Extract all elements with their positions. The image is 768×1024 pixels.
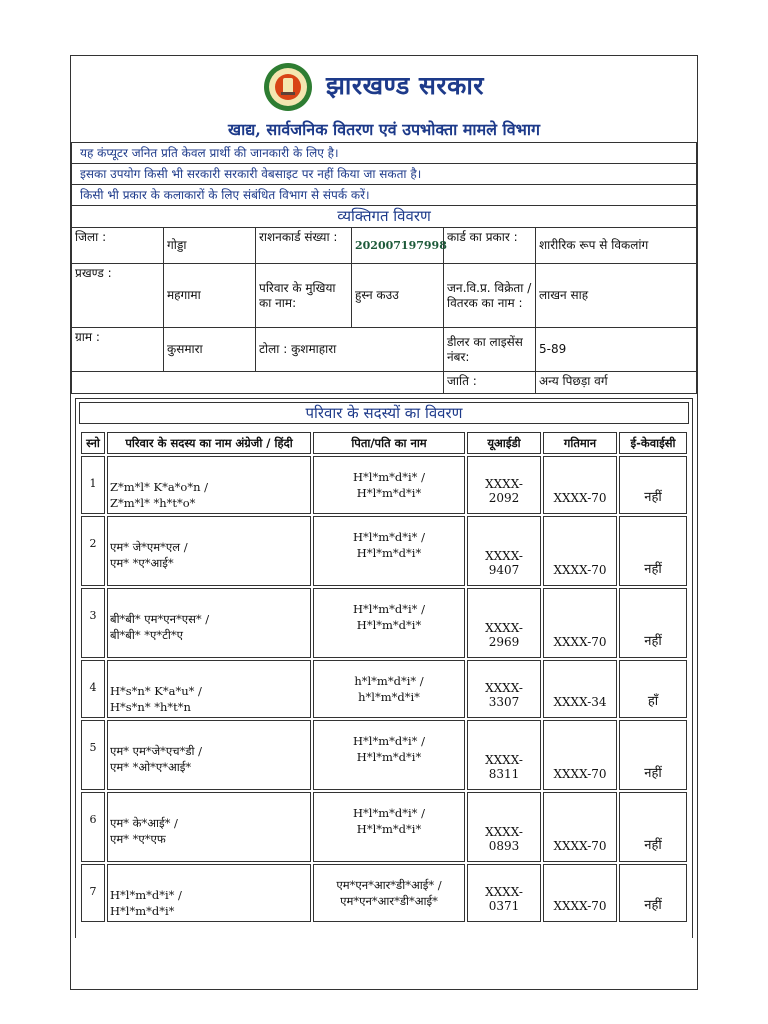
ration-number: 202007197998 bbox=[352, 228, 444, 264]
uid-value: XXXX-3307 bbox=[467, 660, 541, 718]
parent-name-line: एम*एन*आर*डी*आई* bbox=[340, 894, 438, 908]
col-header-name: परिवार के सदस्य का नाम अंग्रेजी / हिंदी bbox=[107, 432, 311, 454]
parent-name-line: H*l*m*d*i* bbox=[356, 750, 422, 764]
ekyc-status: नहीं bbox=[619, 720, 687, 790]
caste-value: अन्य पिछड़ा वर्ग bbox=[536, 372, 697, 394]
notice-line: इसका उपयोग किसी भी सरकारी सरकारी वेबसाइट पर नहीं किया जा सकता है। bbox=[71, 163, 697, 185]
serial-number: 5 bbox=[81, 720, 105, 790]
parent-name-line: H*l*m*d*i* bbox=[356, 546, 422, 560]
village-label: ग्राम : bbox=[72, 328, 164, 372]
ration-label: राशनकार्ड संख्या : bbox=[256, 228, 352, 264]
member-name bbox=[107, 864, 311, 922]
members-table-body bbox=[81, 456, 687, 922]
table-row bbox=[81, 720, 687, 790]
serial-number: 2 bbox=[81, 516, 105, 586]
uid-value: XXXX-8311 bbox=[467, 720, 541, 790]
uid-value: XXXX-2092 bbox=[467, 456, 541, 514]
head-label: परिवार के मुखिया का नाम: bbox=[256, 264, 352, 328]
parent-name-line: H*l*m*d*i* / bbox=[353, 602, 425, 616]
parent-name-line: h*l*m*d*i* bbox=[358, 690, 420, 704]
card-type-value: शारीरिक रूप से विकलांग bbox=[536, 228, 697, 264]
serial-number: 4 bbox=[81, 660, 105, 718]
table-row bbox=[81, 588, 687, 658]
tola-value: टोला : कुशमाहारा bbox=[256, 328, 444, 372]
col-header-uid: यूआईडी bbox=[467, 432, 541, 454]
uid-value: XXXX-2969 bbox=[467, 588, 541, 658]
member-name-line: Z*m*l* *h*t*o* bbox=[110, 496, 196, 510]
parent-name bbox=[313, 588, 465, 658]
ekyc-status: नहीं bbox=[619, 516, 687, 586]
parent-name-line: H*l*m*d*i* bbox=[356, 618, 422, 632]
members-section bbox=[75, 398, 693, 938]
col-header-sno: स्नो bbox=[81, 432, 105, 454]
personal-details-table bbox=[71, 227, 697, 394]
members-header-row bbox=[81, 432, 687, 454]
ration-card-document bbox=[70, 55, 698, 990]
parent-name bbox=[313, 792, 465, 862]
member-name-line: बी*बी* *ए*टी*ए bbox=[110, 628, 183, 642]
member-name-line: एम* एम*जे*एच*डी / bbox=[110, 744, 202, 758]
parent-name-line: h*l*m*d*i* / bbox=[354, 674, 424, 688]
block-value: महगामा bbox=[164, 264, 256, 328]
parent-name bbox=[313, 456, 465, 514]
village-value: कुसमारा bbox=[164, 328, 256, 372]
serial-number: 6 bbox=[81, 792, 105, 862]
table-row bbox=[81, 516, 687, 586]
col-header-mobile: गतिमान bbox=[543, 432, 617, 454]
card-type-label: कार्ड का प्रकार : bbox=[444, 228, 536, 264]
member-name bbox=[107, 516, 311, 586]
ekyc-status: नहीं bbox=[619, 792, 687, 862]
member-name-line: H*s*n* *h*t*n bbox=[110, 700, 191, 714]
parent-name-line: H*l*m*d*i* / bbox=[353, 806, 425, 820]
member-name-line: H*s*n* K*a*u* / bbox=[110, 684, 202, 698]
department-title: खाद्य, सार्वजनिक वितरण एवं उपभोक्ता मामले विभाग bbox=[227, 120, 541, 139]
parent-name bbox=[313, 660, 465, 718]
ekyc-status: नहीं bbox=[619, 864, 687, 922]
table-row bbox=[81, 660, 687, 718]
notice-line: किसी भी प्रकार के कलाकारों के लिए संबंधित विभाग से संपर्क करें। bbox=[71, 184, 697, 206]
uid-value: XXXX-9407 bbox=[467, 516, 541, 586]
district-value: गोड्डा bbox=[164, 228, 256, 264]
mobile-value: XXXX-70 bbox=[543, 792, 617, 862]
member-name-line: H*l*m*d*i* bbox=[110, 904, 175, 918]
members-section-title: परिवार के सदस्यों का विवरण bbox=[79, 402, 689, 424]
parent-name bbox=[313, 720, 465, 790]
jharkhand-emblem-icon bbox=[263, 62, 313, 112]
state-title: झारखण्ड सरकार bbox=[326, 71, 485, 100]
parent-name-line: एम*एन*आर*डी*आई* / bbox=[336, 878, 442, 892]
member-name-line: एम* *ए*आई* bbox=[110, 556, 174, 570]
table-row bbox=[81, 456, 687, 514]
uid-value: XXXX-0371 bbox=[467, 864, 541, 922]
parent-name-line: H*l*m*d*i* bbox=[356, 486, 422, 500]
district-label: जिला : bbox=[72, 228, 164, 264]
member-name-line: एम* *ए*एफ bbox=[110, 832, 166, 846]
mobile-value: XXXX-70 bbox=[543, 864, 617, 922]
serial-number: 3 bbox=[81, 588, 105, 658]
member-name bbox=[107, 792, 311, 862]
parent-name-line: H*l*m*d*i* / bbox=[353, 734, 425, 748]
notice-line: यह कंप्यूटर जनित प्रति केवल प्रार्थी की जानकारी के लिए है। bbox=[71, 142, 697, 164]
member-name-line: H*l*m*d*i* / bbox=[110, 888, 182, 902]
ekyc-status: हाँ bbox=[619, 660, 687, 718]
parent-name-line: H*l*m*d*i* / bbox=[353, 530, 425, 544]
mobile-value: XXXX-70 bbox=[543, 720, 617, 790]
parent-name bbox=[313, 516, 465, 586]
dealer-label: जन.वि.प्र. विक्रेता /वितरक का नाम : bbox=[444, 264, 536, 328]
caste-spacer bbox=[72, 372, 444, 394]
table-row bbox=[81, 864, 687, 922]
personal-section-title: व्यक्तिगत विवरण bbox=[71, 205, 697, 228]
mobile-value: XXXX-70 bbox=[543, 588, 617, 658]
col-header-parent: पिता/पति का नाम bbox=[313, 432, 465, 454]
table-row bbox=[81, 792, 687, 862]
license-label: डीलर का लाइसेंस नंबर: bbox=[444, 328, 536, 372]
member-name bbox=[107, 720, 311, 790]
member-name-line: एम* *ओ*ए*आई* bbox=[110, 760, 192, 774]
parent-name bbox=[313, 864, 465, 922]
serial-number: 1 bbox=[81, 456, 105, 514]
serial-number: 7 bbox=[81, 864, 105, 922]
parent-name-line: H*l*m*d*i* / bbox=[353, 470, 425, 484]
ekyc-status: नहीं bbox=[619, 588, 687, 658]
document-header bbox=[71, 56, 697, 142]
members-table bbox=[79, 430, 689, 924]
uid-value: XXXX-0893 bbox=[467, 792, 541, 862]
mobile-value: XXXX-70 bbox=[543, 456, 617, 514]
member-name bbox=[107, 588, 311, 658]
member-name bbox=[107, 456, 311, 514]
member-name-line: एम* के*आई* / bbox=[110, 816, 178, 830]
block-label: प्रखण्ड : bbox=[72, 264, 164, 328]
mobile-value: XXXX-34 bbox=[543, 660, 617, 718]
member-name-line: बी*बी* एम*एन*एस* / bbox=[110, 612, 210, 626]
license-value: 5-89 bbox=[536, 328, 697, 372]
dealer-name: लाखन साह bbox=[536, 264, 697, 328]
col-header-ekyc: ई-केवाईसी bbox=[619, 432, 687, 454]
ekyc-status: नहीं bbox=[619, 456, 687, 514]
caste-label: जाति : bbox=[444, 372, 536, 394]
mobile-value: XXXX-70 bbox=[543, 516, 617, 586]
member-name-line: एम* जे*एम*एल / bbox=[110, 540, 188, 554]
parent-name-line: H*l*m*d*i* bbox=[356, 822, 422, 836]
member-name-line: Z*m*l* K*a*o*n / bbox=[110, 480, 209, 494]
head-name: हुस्न कउउ bbox=[352, 264, 444, 328]
member-name bbox=[107, 660, 311, 718]
